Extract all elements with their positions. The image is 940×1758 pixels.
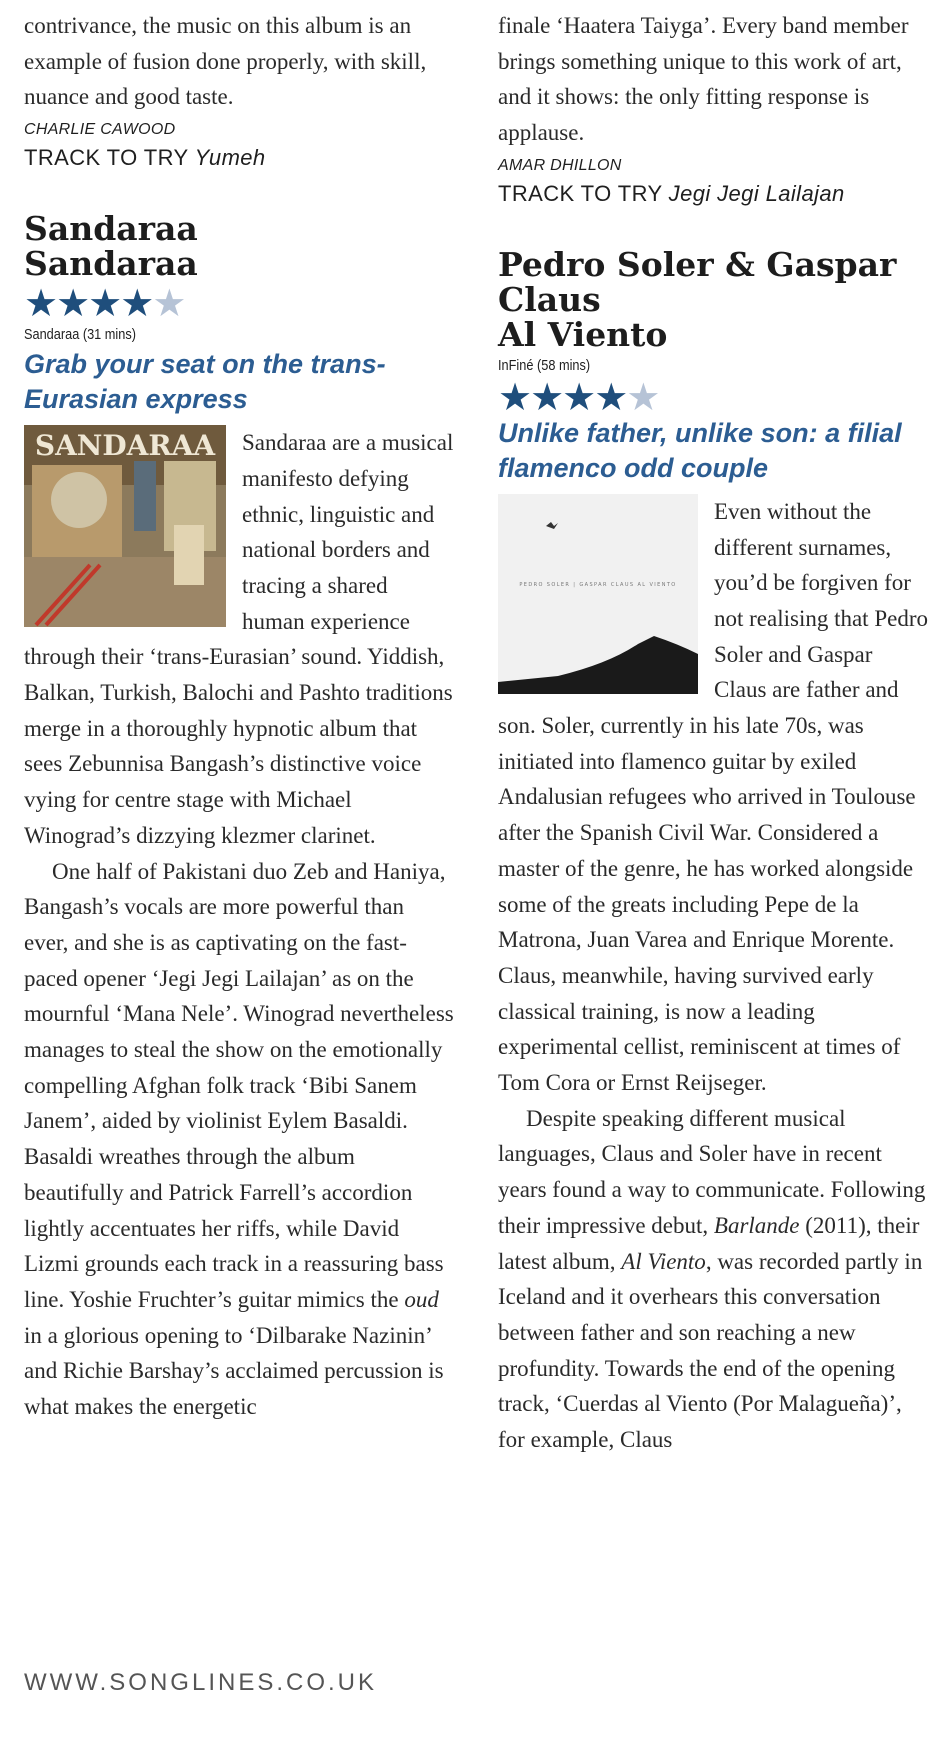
para-2-barlande: Barlande: [713, 1212, 800, 1238]
star-filled-icon: ★: [120, 281, 153, 326]
label-info: Sandaraa (31 mins): [24, 326, 136, 344]
star-empty-icon: ★: [626, 374, 659, 419]
review-paragraph-1: Even without the different surnames, you’d be forgiven for not realising that Pedro Soler and Gaspar Claus are father and son. Soler, currently in his late 70s, was initiated into flamenco guitar by exiled Andalusian refugees who arrived in Toulouse after the Spanish Civil War. Considered a master of the genre, he has worked alongside some of the greats including Pepe de la Matrona, Juan Varea and Enrique Morente. Claus, meanwhile, having survived early classical training, is now a leading experimental cellist, reminiscent at times of Tom Cora or Ernst Reijseger.: [498, 498, 928, 1096]
album-title: Sandaraa: [24, 244, 198, 284]
star-filled-icon: ★: [24, 281, 57, 326]
track-to-try-label: TRACK TO TRY: [498, 180, 663, 206]
star-rating: [498, 374, 928, 419]
cover-title: SANDARAA: [34, 429, 216, 463]
review-sandaraa: [24, 211, 454, 1425]
track-to-try-label: TRACK TO TRY: [24, 145, 189, 171]
review-paragraph-2: [498, 1101, 928, 1458]
track-to-try: [498, 181, 928, 207]
para-2-alviento: Al Viento: [621, 1248, 706, 1274]
para-2-text-a: One half of Pakistani duo Zeb and Haniya, Bangash’s vocals are more powerful than ever, and she is as captivating on the fast-paced opener ‘Jegi Jegi Lailajan’ as on the mournful ‘Mana Nele’. Winograd nevertheless manages to steal the show on the emotionally compelling Afghan folk track ‘Bibi Sanem Janem’, aided by violinist Eylem Basaldi. Basaldi wreathes through the album beautifully and Patrick Farrell’s accordion lightly accentuates her riffs, while David Lizmi grounds each track in a reassuring bass line. Yoshie Fruchter’s guitar mimics the: [24, 858, 454, 1312]
star-filled-icon: ★: [56, 281, 89, 326]
track-to-try-title: Jegi Jegi Lailajan: [668, 180, 845, 206]
right-column: [498, 0, 928, 1458]
cover-title: PEDRO SOLER | GASPAR CLAUS AL VIENTO: [519, 581, 677, 588]
para-2-text-a: Despite speaking different musical languages, Claus and Soler have in recent years found a way to communicate. Following their impressive debut,: [498, 1105, 926, 1238]
star-filled-icon: ★: [562, 374, 595, 419]
intro-text: contrivance, the music on this album is an example of fusion done properly, with skill, nuance and good taste.: [24, 13, 427, 110]
star-filled-icon: ★: [88, 281, 121, 326]
footer-url: WWW.SONGLINES.CO.UK: [24, 1669, 378, 1696]
star-empty-icon: ★: [152, 281, 185, 326]
artist-name: Sandaraa: [24, 209, 198, 249]
review-headline: Grab your seat on the trans-Eurasian express: [24, 349, 386, 415]
review-paragraph-1: Sandaraa are a musical manifesto defying ethnic, linguistic and national borders and tracing a shared human experience through their ‘trans-Eurasian’ sound. Yiddish, Balkan, Turkish, Balochi and Pashto traditions merge in a thoroughly hypnotic album that sees Zebunnisa Bangash’s distinctive voice vying for centre stage with Michael Winograd’s dizzying klezmer clarinet.: [24, 430, 454, 848]
review-headline: Unlike father, unlike son: a filial flamenco odd couple: [498, 417, 902, 483]
track-to-try: [24, 145, 454, 171]
para-2-text-b: in a glorious opening to ‘Dilbarake Nazinin’ and Richie Barshay’s acclaimed percussion is what makes the energetic: [24, 1322, 444, 1420]
intro-text: finale ‘Haatera Taiyga’. Every band member brings something unique to this work of art, and it shows: the only fitting response is applause.: [498, 13, 909, 146]
album-cover-image: [498, 494, 698, 694]
review-soler-claus: [498, 244, 928, 1458]
reviewer-credit: CHARLIE CAWOOD: [24, 121, 176, 139]
star-rating: [24, 281, 454, 326]
label-info: InFiné (58 mins): [498, 356, 591, 374]
left-column: [24, 0, 454, 1425]
review-paragraph-2: [24, 854, 454, 1425]
artist-name: Pedro Soler & Gaspar Claus: [498, 244, 897, 319]
star-filled-icon: ★: [594, 374, 627, 419]
album-cover-image: [24, 425, 226, 627]
star-filled-icon: ★: [498, 374, 531, 419]
para-2-text-c: , was recorded partly in Iceland and it overhears this conversation between father and son reaching a new profundity. Towards the end of the opening track, ‘Cuerdas al Viento (Por Malagueña)’, for example, Claus: [498, 1248, 923, 1453]
track-to-try-title: Yumeh: [194, 145, 266, 171]
para-2-oud: oud: [404, 1286, 439, 1312]
para-2-text-b: (2011), their latest album,: [498, 1212, 920, 1274]
star-filled-icon: ★: [530, 374, 563, 419]
album-title: Al Viento: [498, 314, 668, 354]
reviewer-credit: AMAR DHILLON: [498, 156, 622, 174]
